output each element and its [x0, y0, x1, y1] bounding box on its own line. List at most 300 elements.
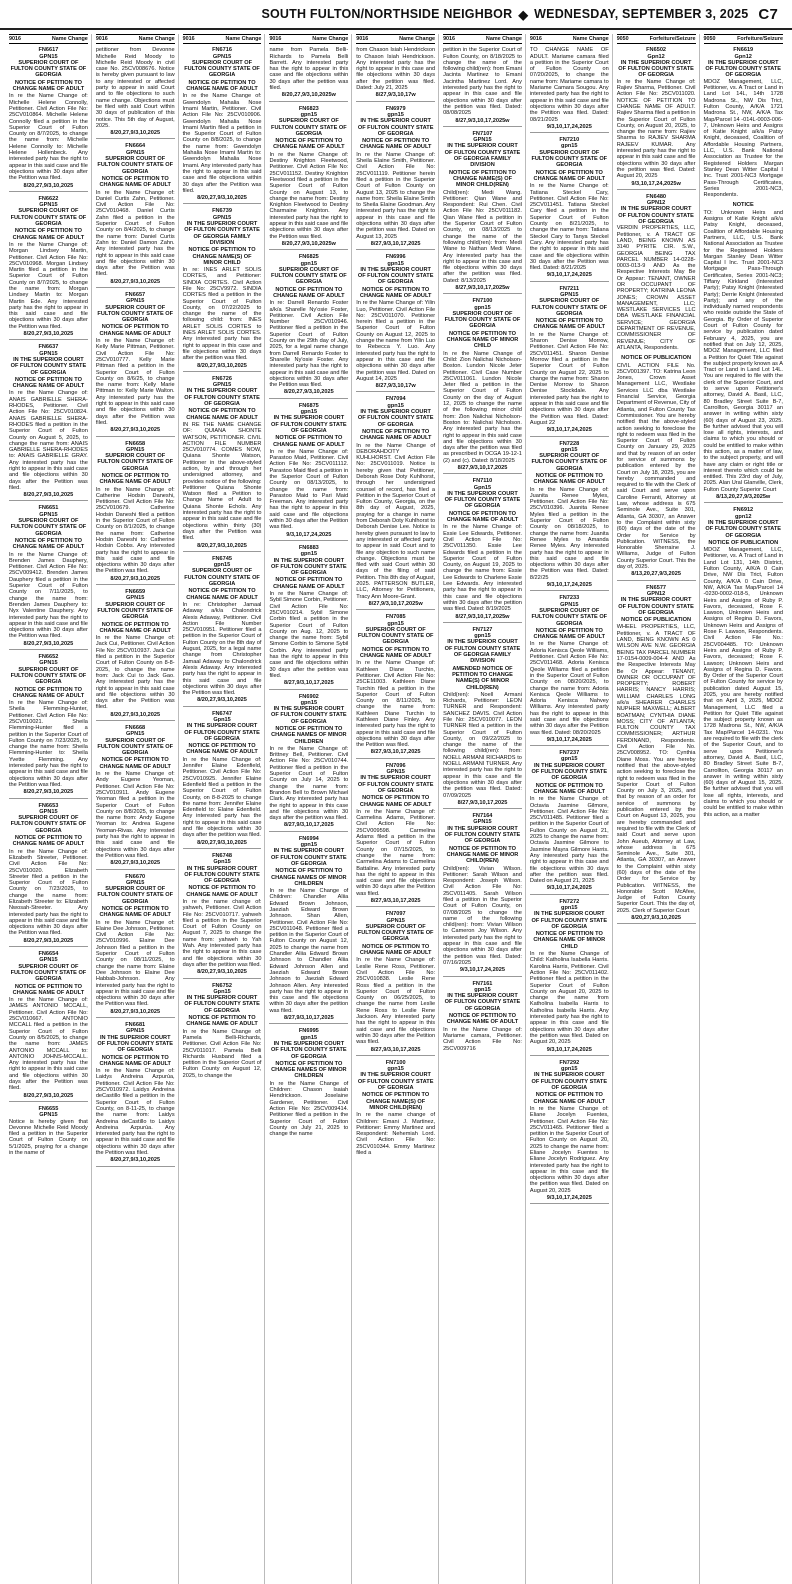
notice-body: Child(ren): Vivian Wilson. Petitioner: Sarah Wilson and Respondent: Joseph Wilson. Civil Action File No: 25CV011405. Sarah Wilson filed a petition in the Superior Court of Fulton County, on 07/08/2025 to change the name of the following child(ren): from: Vivian Wilson to Cameron Joy Wilson. Any interested party has the right to appear in this case and file objections within 30 days after the petition was filed. Dated: 07/16/2025 [443, 865, 522, 966]
column-code: 9050 [703, 36, 716, 42]
publication-dates: 8/20,27,9/3,10,2025 [96, 860, 175, 869]
publication-dates: 8/20,27,9/3,10,2025 [96, 279, 175, 288]
notice-code: Gpn15 [213, 859, 231, 866]
notice-body: WHEEL PROPERTIES, LLC, Petitioner, v. A TRACT OF LAND, BEING KNOWN AS 0 WILSON AVE N.W. GEORGIA BEING TAX PARCEL NUMBER 17-0154-0009-004-4 AND As the Respective Interests May Be Or Appear: TENANT, OWNER OR OCCUPANT OF PROPERTY; ROBERT HARRIS; NANCY HARRIS; WILLIAM CHARLES LONG a/k/a SHEARER CHARLES NUPHER MAXWELL; ALBERT BOATMAN; CYNTHIA DIANE MOSS; CITY OF ATLANTA; FULTON COUNTY TAX COMMISSIONER; ARTHUR FERDINAND, Respondents. Civil Action File No. 25CV008952. TO: Cynthia Diane Moss. You are hereby notified that the above-styled action seeking to foreclose the right to redeem was filed in the Superior Court of Fulton County on July 3, 2025, and that by reason of an order for service of summons by publication entered by the Court on August 13, 2025, you are hereby commanded and required to file with the Clerk of said Court and serve upon John Aueub, Attorney at Law, whose address is 675 Seminole Ave., Suite 301, Atlanta, GA 30307, an Answer to the Complaint within sixty (60) days of the date of the Order for Service by Publication. WITNESS, the Honorable Scott McAfee, Judge of Fulton County Superior Court. This the day of, 2025. Clerk of Superior Court [616, 624, 696, 914]
legal-notice [443, 131, 522, 294]
court-name: IN THE SUPERIOR COURT OF FULTON COUNTY STATE OF GEORGIA [271, 848, 347, 867]
publication-dates: 8/27,9/3,10,17,2025w [443, 118, 522, 127]
notice-id: FN6823 [298, 105, 319, 112]
notice-code: GPN15 [212, 382, 232, 389]
notice-code: GPN15 [126, 149, 145, 156]
notice-id: FN7210 [559, 137, 580, 144]
notice-id: FN7233 [559, 595, 580, 602]
column-category: Name Change [138, 36, 175, 42]
notice-heading: AMENDED NOTICE OF PETITION TO CHANGE NAME(S) OF MINOR CHILD(REN) [452, 665, 513, 691]
notice-body: In re the Name Change of: Morgan Lindsey Martin, Petitioner. Civil Action File No: 25CV010968. Morgan Lindsey Martin filed a petition in the Superior Court of Fulton County on 8/7/2025, to change the name from: Morgan Lindsey Martin to: Morgan Martin Ede. Any interested party has the right to appear in this said case and file objections within 30 days after the Petition was filed. [9, 241, 88, 330]
notice-body: TO: Unknown Heirs and Assigns of Katie Knight a/k/a Patsy Knight, deceased, Coalition of Affordable Housing Partners, LLC, U.S. Bank National Association as Trustee for the Registered Holders Margan Stanley Dean Witter Capital I Inc. Trust 2001-NC3 Mortgage Pass-Through Certificates, Series 2001-NC3; Tiffany Kirkland (Interested Party); Patsy Knight (Interested Party); Derrie Knight (Interested Party); and any of the individually named respondents who reside outside the State of Georgia. By Order of Superior Court of Fulton County for service by publication dated February 4, 2025, you are notified that on July 12, 2025, MDOZ Management, LLC filed a Petition for Quiet Title against the subject property known as A Tract or Land in Land Lot 14L. You are required to file with the clerk of the Superior Court, and to serve upon Petitioner's attorney, David A. Basil, LLC, 80 Bradley Street Suite B-7, Carrollton, Georgia 30117 an answer in writing within sixty (60) days of August 23, 2025. Be further advised that you will lose all rights, interests, and claims to which you should or could be entitled to make within this action, as a matter of law, to the subject property, and will have any claim or right title or interest thereto which could be entitled. This 23rd day of July, 2025. Alan Ural Glanville, Clerk, Fulton County Superior Court [703, 209, 783, 493]
court-name: IN THE SUPERIOR COURT OF FULTON COUNTY STATE OF GEORGIA [271, 706, 347, 725]
publication-dates: 8/27,9/3,10,17,2025 [269, 1015, 348, 1024]
legal-notice [530, 1060, 609, 1205]
court-name: SUPERIOR COURT OF FULTON COUNTY STATE OF GEORGIA [531, 607, 608, 627]
notice-body: In re the Name Change of: Sharon Denise Morrow, Petitioner. Civil Action File No: 25CV011451. Sharon Denise Morrow filed a petition in the Superior Court of Fulton County on August 22, 2025 to change the name from: Sharon Denise Morrow to Sharon Denise Stockdale. Any interested party has the right to appear in this said case and file objections within 30 days after the Petition was filed. Dated: August 22 [529, 331, 609, 426]
legal-notice [269, 254, 348, 399]
notice-code: gpn15 [561, 905, 578, 911]
legal-notice [96, 874, 175, 1019]
notice-code: gpn12 [734, 513, 752, 520]
notice-heading: NOTICE [732, 202, 754, 209]
court-name: SUPERIOR COURT OF FULTON COUNTY STATE OF GEORGIA [531, 149, 608, 169]
legal-notice [183, 711, 262, 849]
notice-code: GPN15 [560, 291, 579, 298]
classified-column [180, 34, 266, 1584]
notice-heading: NOTICE OF PETITION TO CHANGE NAME OF ADULT [359, 428, 432, 442]
notice-code: GPN15 [386, 769, 405, 776]
notice-heading: NOTICE OF PETITION TO CHANGE NAME OF ADULT [12, 686, 85, 699]
legal-notice [617, 47, 696, 190]
notice-body: In re the Name Change of Child: Zion Nalichai Nicholson-Boston. Lundon Nicole Jeter Petitioner. Civil Case Number 25CV011061. Lundon Nicole Jeter filed a petition in the Superior Court of Fulton County on the day of August 12, 2025 to change the name of the following minor child from: Zion Nalichai Nicholson-Boston to: Nalichai Nicholson. Any interested party has the right to appear in this said case and file objections within 30 days after the petition was filed as prescribed in OCGA 19-12-1 (2) and (c). Dated: 8/18/2025 [443, 350, 522, 464]
court-name: SUPERIOR COURT OF FULTON COUNTY STATE OF GEORGIA [10, 208, 87, 228]
notice-code: Gpn15 [213, 988, 231, 995]
notice-body: petition in the Superior Court of Fulton County, on 8/18/2025 to change the name of the following child(ren): from Emani Jacinta Martinez to Emani Jacintha Martinez Lord. Any interested party has the right to appear in this case and file objections within 30 days after the petition was filed. Dated: 08/08/2025 [443, 47, 522, 117]
notice-body: TO CHANGE NAME OF ADULT. Mariame camara filed a petition in the Superior Court of Fulton County on 07/20/2025, to change the name from: Mariame camara to Mariame Camara Sougou. Any interested party has the right to appear in this said case and file objections within 30 days after the Petition was filed. Dated: 08/21/2025 [529, 47, 609, 123]
notice-id: FN6670 [125, 873, 146, 880]
notice-body: In re the Name Change of: Destiny Knighton Fleetwood, Petitioner. Civil Action File No: 25CV011152. Destiny Knighton Fleetwood filed a petition in the Superior Court of Fulton County on August 13, to change the name from: Destiny Knighton Fleetwood to Destiny Charmaine Knighton. Any interested party has the right to appear in this said case and file objections within 30 days after the Petition was filed. [269, 151, 349, 240]
legal-notice [443, 298, 522, 474]
publication-dates: 9/3,10,17,24,2025 [530, 582, 609, 591]
publication-dates: 8/27,9/3,10,17,2025w [443, 285, 522, 294]
classified-column [440, 34, 526, 1584]
court-name: SUPERIOR COURT OF FULTON COUNTY STATE OF GEORGIA [10, 963, 87, 983]
legal-notice [96, 292, 175, 437]
publication-dates: 9/3,10,17,24,2025 [530, 1047, 609, 1056]
court-name: SUPERIOR COURT OF FULTON COUNTY STATE OF GEORGIA [97, 737, 174, 757]
notice-id: FN6996 [385, 254, 406, 261]
column-category: Forfeiture/Seizure [737, 36, 783, 42]
notice-heading: NOTICE OF PETITION TO CHANGE NAME OF ADULT [533, 782, 606, 795]
notice-id: FN6747 [212, 710, 232, 717]
notice-code: GPN15 [39, 53, 58, 60]
diamond-separator-icon: ◆ [518, 7, 529, 22]
publication-dates: 8/20,27,9/3,10,2025 [183, 543, 262, 552]
publication-dates: 8/20,27,9/3,10,2025 [183, 363, 262, 372]
publication-dates: 8/13,20,27,9/3,2025 [617, 571, 696, 580]
notice-heading: NOTICE OF PETITION TO CHANGE NAMES OF MINOR CHILDREN [271, 1060, 347, 1080]
legal-notice [356, 763, 435, 908]
legal-notice [704, 202, 783, 503]
notice-id: FN6883 [298, 544, 319, 551]
notice-id: FN7211 [559, 285, 580, 292]
notice-heading: NOTICE OF PETITION TO CHANGE NAME OF MINOR CHILD [533, 931, 606, 950]
court-name: SUPERIOR COURT OF FULTON COUNTY STATE OF GEORGIA [10, 59, 87, 79]
legal-notice [356, 254, 435, 392]
notice-id: FN6658 [125, 440, 146, 447]
notice-body: CIVIL ACTION FILE No. 25CV001397. TO: Katrina Leon Jones, Crown Asset Management LLC, Westlake Services LLC dba Westlake Financial Service, Georgia Department of Revenue, City of Atlanta, and Fulton County Tax Commissioner. You are hereby notified that the above-styled action seeking to foreclose the right to redeem was filed in the Superior Court of Fulton County on January 29, 2025 and that by reason of an order for service of summons by publication entered by the Court on July 18, 2025, you are hereby commanded and required to file with the Clerk of said Court and serve upon Caroline Ferranti, Attorney at Law, whose address is 675 Seminole Ave., Suite 301, Atlanta, GA 30307, an Answer to the Complaint within sixty (60) days of the date of the Order for Service by Publication. WITNESS, the Honorable Sherraine J. Williams, Judge of Fulton County Superior Court. This the day of, 2025. [616, 362, 696, 571]
publication-dates: 9/3,10,17,24,2025w [617, 181, 696, 190]
notice-heading: NOTICE OF PETITION TO CHANGE NAME OF ADULT [186, 588, 258, 601]
classified-column [614, 34, 700, 1584]
classified-column [266, 34, 352, 1584]
legal-notice [356, 47, 435, 101]
notice-heading: NOTICE OF PETITION TO CHANGE NAME OF ADULT [99, 757, 171, 770]
notice-heading: NOTICE OF PETITION TO CHANGE NAME OF ADULT [186, 408, 258, 421]
notice-id: FN7085 [385, 614, 406, 621]
notice-heading: NOTICE OF PETITION TO CHANGE NAMES OF MINOR CHILDREN [271, 868, 347, 887]
notice-id: FN6748 [212, 852, 232, 859]
notice-body: In re the Name Change of: Brenden James Dauphery, Petitioner. Civil Action File No: 25CV009412. Brenden James Dauphery filed a petition in the Superior Court of Fulton County on 7/11/2025, to change the name from: Brenden James Dauphery to: Nyx Valentine Dauphery. Any interested party has the right to appear in this said case and file objections within 30 days after the Petition was filed. [9, 551, 88, 640]
legal-notice [9, 654, 88, 799]
notice-id: FN7096 [385, 762, 406, 769]
column-header [269, 34, 348, 44]
legal-notice [96, 47, 175, 139]
publication-dates: 8/20,27,9/3,10,2025 [269, 389, 348, 398]
notice-heading: NOTICE OF PETITION TO CHANGE NAME OF MINOR CHILD [446, 330, 519, 350]
notice-body: In re the Name Change of: Daniel Curtis Zahn, Petitioner. Civil Action File No: 25CV010468. Daniel Curtis Zahn filed a petition in the Superior Court of Fulton County on 8/4/2025, to change the name from: Daniel Curtis Zahn to: Daniel Damon Zahn. Any interested party has the right to appear in this said case and file objections within 30 days after the Petition was filed. [95, 189, 175, 278]
notice-heading: NOTICE OF PETITION TO CHANGE NAME OF ADULT [99, 1054, 171, 1067]
court-name: SUPERIOR COURT OF FULTON COUNTY STATE OF GEORGIA [184, 568, 260, 588]
notice-body: VERDIN PROPERTIES, LLC, Petitioner, v. A TRACT OF LAND, BEING KNOWN AS 3140 PYRITE CIR. S.W., GEORGIA BEING TAX PARCEL NUMBER 14-0228-0003-013-9 AND As the Respective Interests May Be Or Appear: TENANT, OWNER OR OCCUPANT OF PROPERTY; KATRINA LEONA JONES; CROWN ASSET MANAGEMENT, LLC; WESTLAKE SERVICES LLC DBA WESTLAKE FINANCIAL SERVICE; GEORGIA DEPARTMENT OF REVENUE, COMMISSIONER OF REVENUE; CITY OF ATLANTA, Respondents. [616, 225, 696, 351]
notice-id: FN6651 [38, 505, 59, 512]
notice-heading: NOTICE OF PETITION TO CHANGE NAME OF ADULT [273, 138, 345, 151]
notice-heading: NOTICE OF PUBLICATION [621, 355, 691, 362]
court-name: IN THE SUPERIOR COURT OF FULTON COUNTY STATE OF GEORGIA [271, 557, 347, 577]
notice-id: FN6994 [298, 835, 319, 842]
court-name: IN THE SUPERIOR COURT OF FULTON COUNTY STATE OF GEORGIA [271, 415, 347, 434]
column-header [356, 34, 435, 44]
legal-notice [617, 194, 696, 351]
publication-dates: 8/20,27,9/3,10,2025 [9, 789, 88, 798]
notice-body: In re the name change of Children: Emani J. Martinez, Petitioner: Emmy Martinez and Respondent: Nehemiah Lord. Civil Action File No: 25CV010344. Emmy Martinez filed a [356, 1112, 436, 1156]
publication-dates: 9/3,10,17,24,2025 [530, 737, 609, 746]
notice-heading: NOTICE OF PETITION TO CHANGE NAME OF ADULT [359, 138, 432, 151]
notice-body: In re the Name Change of: Michelle Helene Connolly, Petitioner. Civil Action File No: 25CV010864. Michelle Helene Connolly filed a petition in the Superior Court of Fulton County on 8/7/2025, to change the name from: Michelle Helene Connolly to: Michelle Helene Hollenbeck. Any interested party has the right to appear in this said case and file objections within 30 days after the Petition was filed. [9, 93, 88, 182]
notice-id: FN6617 [38, 47, 59, 54]
notice-heading: NOTICE OF PETITION TO CHANGE NAME OF ADULT [273, 286, 345, 299]
notice-id: FN7292 [559, 1059, 580, 1066]
legal-notice [530, 441, 609, 592]
publication-title: SOUTH FULTON/NORTHSIDE NEIGHBOR [261, 7, 513, 21]
notice-code: GPN15 [39, 957, 58, 964]
legal-notice [9, 505, 88, 650]
publication-dates: 8/20,27,9/3,10,2025 [183, 697, 262, 706]
notice-id: FN7097 [385, 911, 406, 918]
classified-column [701, 34, 786, 1584]
legal-notice [183, 208, 262, 371]
legal-notice [183, 853, 262, 979]
notice-code: GPN15 [39, 511, 58, 518]
notice-body: In re the Name Change of: Parastoo Maid, Petitioner. Civil Action File No: 25CV011112. Parastoo Maid filed a petition in the Superior Court of Fulton County on 08/13/2025, to change the name from: Parastoo Maid to Pari Maid Freeman. Any interested party has the right to appear in this said case and file objections within 30 days after the Petition was filed. [269, 448, 349, 531]
notice-code: GPN15 [473, 137, 492, 144]
notice-code: gpn15 [561, 756, 578, 763]
court-name: IN THE SUPERIOR COURT OF FULTON COUNTY STATE OF GEORGIA [618, 59, 694, 79]
notice-body: In re the Name Change of: Sheila Flemming-Hunter, Petitioner. Civil Action File No: 25CV010021. Sheila Flemming-Hunter filed a petition in the Superior Court of Fulton County on 7/23/2025, to change the name from: Sheila Flemming-Hunter to: Sheila Yvette Flemming. Any interested party has the right to appear in this said case and file objections within 30 days after the Petition was filed. [9, 700, 88, 788]
masthead [0, 0, 792, 30]
legal-notice [443, 47, 522, 127]
notice-heading: NOTICE OF PETITION TO CHANGE NAME(S) OF MINOR CHILD(REN) [362, 1092, 430, 1111]
legal-notice [530, 137, 609, 282]
legal-notice [356, 614, 435, 759]
court-name: SUPERIOR COURT OF FULTON COUNTY STATE OF GEORGIA [97, 453, 174, 472]
classified-columns [0, 30, 792, 1580]
notice-id: FN7107 [472, 130, 493, 137]
notice-body: In re the Name Change of: Essie Lee Edwards, Petitioner. Civil Action File No: 25CV011350. Essie Lee Edwards filed a petition in the Superior Court of Fulton County, on August 19, 2025 to change the name from: Essie Lee Edwards to Charlene Essie Lee Edwards. Any interested party has the right to appear in this case and file objections within 30 days after the petition was filed. Dated: 8/19/2025 [443, 524, 522, 613]
publication-dates: 8/27,9/3,10,17,2025 [356, 241, 435, 250]
notice-code: gpn15 [387, 1066, 404, 1073]
publication-date: WEDNESDAY, SEPTEMBER 3, 2025 [534, 7, 749, 21]
notice-body: In re the Name Change of: Catherine Hodsin Daneshi, Petitioner. Civil Action File No: 25CV010679. Catherine Hodsin Daneshi filed a petition in the Superior Court of Fulton County on 8/1/2025, to change the name from: Catherine Hodsin Daneshi to: Catherine Hodsin Cobbs. Any interested party has the right to appear in this said case and file objections within 30 days after the Petition was filed. [95, 486, 175, 575]
notice-code: GPN15 [126, 879, 145, 886]
notice-body: In re the Name Change of: Rajiev Sharma, Petitioner. Civil Action File No: 25CV011020. NOTICE OF PETITION TO CHANGE NAME OF ADULT. Rajiev Sharma filed a petition in the Superior Court of Fulton County, on August 20, 2025, to change the name from: Rajiev Sharma to RAJIEV SHARMA RAJEEV KUMAR. Any interested party has the right to appear in this said case and file objections within 30 days after the petition was filed. Dated: August 20, 2025 [616, 78, 696, 180]
column-code: 9016 [356, 36, 369, 42]
notice-heading: NOTICE OF PETITION TO CHANGE NAME OF ADULT [359, 646, 432, 660]
notice-body: In re: INES ARLET SOLIS CORTES, and Petitioner: SINDIA CORTES. Civil Action File No: 25CV9972. SINDIA CORTES filed a petition in the Superior Court of Fulton County, on 07/22/2025 to change the name of the following child: from: INES ARLET SOLIS CORTES to INES ARLET SOLIS CORTES. Any interested party has the right to appear in this case and file objections within 30 days after the petition was filed. [182, 267, 262, 362]
notice-heading: NOTICE OF PETITION TO CHANGE NAME OF ADULT [533, 169, 606, 182]
notice-code: gpn15 [300, 1034, 318, 1041]
notice-heading: NOTICE OF PETITION TO CHANGE NAME(S) OF MINOR CHILD [188, 247, 256, 266]
legal-notice [96, 143, 175, 288]
notice-id: FN6995 [298, 1028, 319, 1035]
publication-dates: 8/27,9/3,10,17,2025 [443, 465, 522, 474]
publication-dates: 8/27,9/3,10,17w [356, 383, 435, 392]
notice-body: In re the Name Change of: Adoria Kenisca Qeole Williams, Petitioner. Civil Action File No: 25CV011468. Adoria Kenisca Qeole Williams filed a petition in the Superior Court of Fulton County on 08/20/2025, to change the name from: Adoria Kenisca Qeole Williams to Adoria Kenisca Nahvey Williams. Any interested party has the right to appear in this said case and file objections within 30 days after the Petition was filed. Dated: 08/20/2025 [529, 641, 609, 736]
notice-body: In re the Name Change of: Tatiana Steckel Cary, Petitioner. Civil Action File No: 25CV011451. Tatiana Steckel Cary filed a petition in the Superior Court of Fulton County on 8/21/2025, to change the name from: Tatiana Steckel Cary to Tanya Steckel Cary. Any interested party has the right to appear in this said case and file objections within 30 days after the Petition was filed. Dated: 8/21/2025 [529, 183, 609, 272]
publication-dates: 8/27,9/3,10,17,2025 [269, 822, 348, 831]
notice-id: FN6659 [125, 589, 146, 596]
column-header [530, 34, 609, 44]
notice-body: In re: Darrell Renardo Foster a/k/a Sharelle Ny'osie Foster, Petitioner. Civil Action File Number 25CV010946. Petitioner filed a petition in the Superior Court of Fulton County on the 29th day of July, 2025, for a legal name change from Darrell Renardo Foster to Sharelle Ny'osie Foster. Any interested party has the right to appear in this said case and file objections within 30 days after the Petition was filed. [269, 300, 349, 389]
notice-heading: NOTICE OF PETITION TO CHANGE NAME OF ADULT [12, 79, 85, 93]
court-name: IN THE SUPERIOR COURT OF FULTON COUNTY STATE OF GEORGIA [444, 490, 521, 510]
notice-code: gpn15 [561, 143, 578, 150]
notice-id: FN7100 [385, 1059, 406, 1066]
court-name: IN THE SUPERIOR COURT OF FULTON COUNTY STATE OF GEORGIA [184, 865, 260, 885]
column-category: Name Change [399, 36, 436, 42]
legal-notice [356, 396, 435, 610]
notice-heading: NOTICE OF PETITION TO CHANGE NAME OF ADULT [99, 473, 171, 486]
notice-id: FN6668 [125, 724, 146, 731]
notice-code: Gpn15 [213, 716, 231, 723]
legal-notice [443, 478, 522, 623]
notice-heading: NOTICE OF PETITION TO CHANGE NAME OF ADULT [533, 1092, 606, 1105]
court-name: IN THE SUPERIOR COURT OF FULTON COUNTY STATE OF GEORGIA [705, 59, 782, 79]
court-name: SUPERIOR COURT OF FULTON COUNTY STATE OF GEORGIA [97, 601, 174, 621]
notice-id: FN6653 [38, 802, 59, 809]
publication-dates: 8/20,27,9/3,10,2025 [183, 840, 262, 849]
court-name: IN THE SUPERIOR COURT OF FULTON COUNTY STATE OF GEORGIA [531, 911, 608, 930]
notice-body: In re the Name Change of: Jennifer Elaine Edenfield, Petitioner. Civil Action File No: 25CV010925. Jennifer Elaine Edenfield filed a petition in the Superior Court of Fulton County, on 8-8-2025 to change the name from: Jennifer Elaine Edenfield to: Elaine Edenfield. Any interested party has the right to appear in this said case and file objections within 30 days after the petition was filed. [182, 756, 262, 839]
notice-id: FN6875 [298, 402, 319, 409]
notice-body: Child(ren): Noell Armani Richards, Petitioner: LEON TURNER and Respondent: SANCHEZ DAVIS. Civil Action File No: 25CV010077. LEON TURNER filed a petition in the Superior Court of Fulton County, on 09/22/2025 to change the name of the following child(ren): from: NOELL ARMANI RICHARDS to NOELL ARMANI TURNER. Any interested party has the right to appear in this case and file objections within 30 days after the petition was filed. Dated: 07/09/2025 [443, 691, 522, 799]
publication-dates: 8/20,27,9/3,10,2025 [183, 195, 262, 204]
notice-body: In re the Name Change of: Sheila Elaine Smith, Petitioner. Civil Action File No: 25CV011119. Petitioner herein filed a petition in the Superior Court of Fulton County on August 13, 2025 to change the name from: Sheila Elaine Smith to Sheila Elaine Goodman. Any interested party has the right to appear in this case and file objections within 30 days after the petition was filed. Dated on August 13, 2025 [356, 151, 436, 240]
notice-body: In re the Name Change of: Jack Cui, Petitioner. Civil Action File No: 25CV010937. Jack Cui filed a petition in the Superior Court of Fulton County on 8-8-2025, to change the name from: Jack Cui to Jack Gao. Any interested party has the right to appear in this said case and file objections within 30 days after the Petition was filed. [95, 635, 175, 711]
notice-heading: NOTICE OF PETITION TO CHANGE NAME OF ADULT [533, 318, 606, 331]
notice-code: GPN12 [646, 590, 666, 597]
notice-body: In re the Name Change of: Andy Eugene Yeoman, Petitioner. Civil Action File No: 25CV010911. Andy Eugene Yeoman filed a petition in the Superior Court of Fulton County on 8/8/2025, to change the name from: Andy Eugene Yeoman to: Andrea Eugene Yeoman-Rivas. Any interested party has the right to appear in this said case and file objections within 30 days after the Petition was filed. [95, 771, 175, 859]
page-number: C7 [758, 5, 778, 23]
court-name: IN THE SUPERIOR COURT OF FULTON COUNTY STATE OF GEORGIA [357, 1072, 434, 1092]
legal-notice [96, 589, 175, 721]
notice-code: GPN15 [39, 350, 58, 357]
publication-dates: 8/27,9/3,10,17,2025w [356, 601, 435, 610]
notice-id: FN6664 [125, 143, 146, 150]
legal-notice [617, 585, 696, 925]
publication-dates: 9/3,10,17,24,2025 [530, 885, 609, 894]
classified-column [6, 34, 92, 1584]
notice-id: FN7161 [472, 980, 493, 987]
notice-code: GPN15 [126, 731, 145, 738]
column-header [704, 34, 783, 44]
notice-code: gpn15 [474, 304, 491, 311]
legal-notice [356, 1060, 435, 1156]
column-category: Name Change [572, 36, 609, 42]
publication-dates: 8/20,27,9/3,10,2025 [96, 1009, 175, 1018]
publication-dates: 8/20,27,9/3,10,2025w [269, 241, 348, 250]
court-name: SUPERIOR COURT OF FULTON COUNTY STATE OF GEORGIA [184, 59, 260, 79]
notice-id: FN6902 [298, 693, 319, 700]
court-name: IN THE SUPERIOR COURT OF FULTON COUNTY STATE OF GEORGIA [184, 388, 260, 408]
notice-body: In re the Name Change of: JAMES ANTONIO MCCALL, Petitioner. Civil Action File No: 25CV010667. ANTONIO MCCALL filed a petition in the Superior Court of Fulton County on 8/5/2025, to change the name from: JAMES ANTONIO MCCALL to: ANTONIO JOHNS-MCCALL. Any interested party has the right to appear in this said case and file objections within 30 days after the Petition was filed. [9, 997, 88, 1092]
notice-body: petitioner from Devonne Michelle Reid Moody to Michelle Reid Moody in civil case No. 25CV008676. Notice is hereby given pursuant to law to any interested or affected party to appear in said Court and to file objections to such name change. Objections must be filed with said Court within 30 days of publication of this notice. This 5th day of August, 2025. [95, 47, 175, 129]
legal-notice [356, 106, 435, 251]
publication-dates: 8/20,27,9/3,10,2025 [9, 331, 88, 340]
column-header [9, 34, 88, 44]
publication-dates: 8/20,27,9/3,10,2025 [9, 492, 88, 501]
notice-body: In re the Name Change of Children: Chandler Aliia Edward Brown Johnson, Jaeziah Edward Brown Johnson. Shan Allen, Petitioner. Civil Action File No: 25CV011048. Petitioner filed a petition in the Superior Court of Fulton County on August 12, 2025 to change the name from Chandler Aliia Edward Brown Johnson to Chandler Aliia Edward Johnson Allen and Jaeziah Edward Brown Johnson to Jaeziah Edward Johnson Allen. Any interested party has the right to appear in this case and file objections within 30 days after the petition was filed. [269, 888, 349, 1014]
court-name: IN THE SUPERIOR COURT OF FULTON COUNTY STATE OF GEORGIA [97, 1034, 174, 1054]
legal-notice [269, 836, 348, 1025]
court-name: IN THE SUPERIOR COURT OF FULTON COUNTY STATE OF GEORGIA FAMILY DIVISION [444, 639, 521, 665]
notice-body: In re the Name Change of: Elizabeth Streeter, Petitioner. Civil Action File No: 25CV010020. Elizabeth Streeter filed a petition in the Superior Court of Fulton County on 7/23/2025, to change the name from: Elizabeth Streeter to: Elizabeth Nwosah-Streeter. Any interested party has the right to appear in this said case and file objections within 30 days after the Petition was filed. [9, 848, 88, 937]
publication-dates: 9/3,10,17,24,2025 [530, 124, 609, 133]
column-code: 9016 [443, 36, 456, 42]
column-category: Name Change [225, 36, 262, 42]
column-code: 9016 [9, 36, 21, 42]
column-category: Forfeiture/Seizure [649, 36, 696, 42]
notice-code: gpn15 [387, 402, 404, 409]
notice-code: GPN15 [560, 601, 579, 608]
notice-heading: NOTICE OF PETITION TO CHANGE NAME OF ADULT [12, 537, 85, 551]
court-name: IN THE SUPERIOR COURT OF FULTON COUNTY STATE OF GEORGIA [271, 1040, 347, 1060]
publication-dates: 8/20,27,9/3,10,2025 [9, 938, 88, 947]
legal-notice [9, 803, 88, 948]
notice-id: FN7100 [472, 298, 493, 305]
notice-code: GPN15 [39, 808, 58, 815]
notice-body: In re the Name Change of Children: Chason Isaiah Hendrickson. Joselaine Gardener, Petitioner. Civil Action File No: 25CV009414. Petitioner filed a petition in the Superior Court of Fulton County on July 21, 2025 to change the name [269, 1080, 349, 1138]
notice-body: In re the Name Change of: Carmelina Adams, Petitioner. Civil Action File No: 25CV009598. Carmelina Adams filed a petition in the Superior Court of Fulton County on 07/15/2025, to change the name from: Carmelina Adams to Carmelina Battaline. Any interested party has the right to appear in this said case and file objections within 30 days after the Petition was filed. [356, 808, 436, 897]
notice-heading: NOTICE OF PETITION TO CHANGE NAMES OF MINOR CHILDREN [271, 725, 347, 745]
court-name: IN THE SUPERIOR COURT OF FULTON COUNTY STATE OF GEORGIA [444, 993, 521, 1012]
notice-code: Gpn12 [734, 53, 752, 60]
notice-heading: NOTICE OF PETITION TO CHANGE NAME OF ADULT [186, 885, 258, 898]
notice-heading: NOTICE OF PETITION TO CHANGE NAME OF ADULT [99, 324, 171, 337]
notice-code: gpn15 [300, 111, 318, 118]
notice-heading: NOTICE OF PETITION TO CHANGE NAME OF ADULT [446, 1013, 519, 1026]
publication-dates: 8/20,27,9/3,10,2025 [96, 576, 175, 585]
legal-notice [9, 344, 88, 501]
notice-body: In re the Name Change of: Leslie Rene Ross, Petitioner. Civil Action File No: 25CV010838. Leslie Rene Ross filed a petition in the Superior Court of Fulton County on 06/25/2025, to change the name from Leslie Rene Ross to Leslie Rene Jackson. Any interested party has the right to appear in this said case and file objections within 30 days after the Petition was filed. [356, 957, 436, 1046]
court-name: IN THE SUPERIOR COURT OF FULTON COUNTY STATE OF GEORGIA [618, 206, 694, 226]
notice-heading: NOTICE OF PETITION TO CHANGE NAME OF ADULT [273, 577, 345, 590]
notice-code: GPN15 [39, 660, 58, 667]
legal-notice [9, 47, 88, 192]
publication-dates: 9/3,10,17,24,2025 [443, 967, 522, 976]
legal-notice [356, 911, 435, 1056]
notice-heading: NOTICE OF PETITION TO CHANGE NAME OF ADULT [273, 435, 345, 448]
notice-body: In re the Name Change of: Gwendolyn Mahalia Nose Imami Martin, Petitioner. Civil Action File No: 25CV010906. Gwendolyn Mahalia Nose Imami Martin filed a petition in the Superior Court of Fulton County on 8/8/2025, to change the name from: Gwendolyn Mahalia Nose Imami Martin to: Gwendolyn Mahalia Nose Imami. Any interested party has the right to appear in this said case and file objections within 30 days after the Petition was filed. [182, 93, 262, 194]
legal-notice [96, 725, 175, 870]
notice-code: gpn15 [561, 446, 578, 453]
court-name: SUPERIOR COURT OF FULTON COUNTY STATE OF GEORGIA [531, 298, 608, 317]
court-name: IN THE SUPERIOR COURT OF FULTON COUNTY STATE OF GEORGIA [184, 723, 260, 742]
notice-code: GPN15 [386, 917, 405, 924]
notice-id: FN6502 [646, 47, 667, 54]
notice-id: FN6745 [212, 555, 232, 562]
court-name: IN THE SUPERIOR COURT OF FULTON COUNTY STATE OF GEORGIA [357, 118, 434, 137]
notice-body: In re the Name Change of: Elaine Dee Johnson, Petitioner. Civil Action File No: 25CV010996. Elaine Dee Johnson filed a petition in the Superior Court of Fulton County on 08/11/2025, to change the name from: Elaine Dee Johnson to Elaine Dee Habbab-Johnson. Any interested party has the right to appear in this said case and file objections within 30 days after the Petition was filed. [95, 919, 175, 1008]
notice-id: FN6577 [646, 584, 667, 591]
column-header [617, 34, 696, 44]
court-name: SUPERIOR COURT OF FULTON COUNTY STATE OF GEORGIA [97, 304, 174, 324]
legal-notice [617, 355, 696, 580]
publication-dates: 8/20,27,9/3,10,2025 [617, 915, 696, 924]
legal-notice [530, 595, 609, 746]
notice-body: In re the Name Change of: Kelly Marie Pittman, Petitioner. Civil Action File No: 25CV010777. Kelly Marie Pittman filed a petition in the Superior Court of Fulton County on 8/6/25, to change the name from: Kelly Marie Pittman to: Kelly Marie Walton. Any interested party has the right to appear in this said case and file objections within 30 days after the Petition was filed. [95, 338, 175, 426]
legal-notice [269, 1028, 348, 1137]
notice-id: FN6655 [38, 1105, 59, 1112]
publication-dates: 8/20,27,9/3,10,2025 [96, 130, 175, 139]
legal-notice [9, 196, 88, 341]
notice-heading: NOTICE OF PETITION TO CHANGE NAME OF ADULT [99, 621, 171, 634]
notice-id: FN7127 [472, 626, 493, 633]
court-name: IN THE SUPERIOR COURT OF FULTON COUNTY STATE OF GEORGIA [357, 266, 434, 286]
court-name: IN THE SUPERIOR COURT OF FULTON COUNTY STATE OF GEORGIA [531, 1072, 608, 1092]
legal-notice [183, 556, 262, 707]
notice-id: FN6654 [38, 951, 59, 958]
notice-id: FN6657 [125, 291, 146, 298]
publication-dates: 9/3,10,17,24,2025 [530, 272, 609, 281]
notice-id: FN6739 [212, 208, 232, 215]
legal-notice [530, 750, 609, 895]
legal-notice [269, 47, 348, 101]
notice-body: In re the Name Change of: Mariame camara, Petitioner. Civil Action File No: 25CV009716 [443, 1026, 522, 1052]
notice-body: In re the name change of: yahweh, Petitioner. Civil Action File No: 25CV010717. yahweh filed a petition in the Superior Court of Fulton County on August 7, 2025 to change the name from: yahweh to Yah Wah. Any interested party has the right to appear in this case and file objections within 30 days after the petition was filed. [182, 899, 262, 968]
notice-code: gpn15 [474, 986, 491, 993]
publication-dates: 8/27,9/3,10,17,2025w [443, 614, 522, 623]
legal-notice [269, 106, 348, 251]
court-name: SUPERIOR COURT OF FULTON COUNTY STATE OF GEORGIA [10, 666, 87, 686]
notice-heading: NOTICE OF PUBLICATION [621, 617, 691, 624]
court-name: SUPERIOR COURT OF FULTON COUNTY STATE OF GEORGIA [271, 266, 347, 286]
notice-body: In re the Name Change of DEBORAHDOTY KUHLHORST. Civil Action File No: 25CV011019. Notice is hereby given that Petitioner, Deborah Rose Doty Kuhlhorst, through her undersigned counsel of record, has filed a Petition in the Superior Court of Fulton County, Georgia, on the 8th day of August, 2025, praying for a change in name from Deborah Doty Kuhlhorst to Deborah Denise Lee. Notice is hereby given pursuant to law to any interested or affected party to appear in said Court and to file any objection to such name change. Objections must be filed with said Court within 30 days of the filing of said Petition. This 8th day of August, 2025. PATTERSON BUTLER, LLC, Attorney for Petitioners, Tracy Ann Moore-Grant. [356, 442, 436, 600]
court-name: IN THE SUPERIOR COURT OF FULTON COUNTY STATE OF GEORGIA [705, 519, 782, 539]
column-category: Name Change [51, 36, 88, 42]
notice-code: gpn15 [300, 699, 318, 706]
legal-notice [443, 981, 522, 1052]
notice-body: In re the Name Change of: ANAIS GABRIELLE SHERA-RHODES, Petitioner. Civil Action File No: 25CV010824. ANAIS GABRIELLE SHERA-RHODES filed a petition in the Superior Court of Fulton County on August 5, 2025, to change the name from: ANAIS GABRIELLE SHERA-RHODES to: ANAIS GABRIELLE GRAY. Any interested party has the right to appear in this said case and file objections within 30 days after the Petition was filed. [9, 390, 88, 491]
notice-heading: NOTICE OF PETITION TO CHANGE NAME OF ADULT [533, 473, 606, 486]
notice-heading: NOTICE OF PUBLICATION [708, 539, 779, 546]
court-name: SUPERIOR COURT OF FULTON COUNTY STATE OF GEORGIA [271, 118, 347, 137]
notice-body: name from Pamela Belli-Richards to Pamela Belli Barrett. Any interested party has the right to appear in this case and file objections within 30 days after the petition was filed. [269, 47, 349, 92]
legal-notice [96, 441, 175, 586]
notice-heading: NOTICE OF PETITION TO CHANGE NAME OF ADULT [533, 627, 606, 641]
notice-heading: NOTICE OF PETITION TO CHANGE NAME OF ADULT [99, 906, 171, 919]
publication-dates: 8/27,9/3,10,17,2025 [356, 1047, 435, 1056]
notice-body: MDOZ Management, LLC, Petitioner, vs. A Tract or Land in Land Lot 14L, 14th 1728 Madrona St., NW Dis Trict, Fulton County, A/K/A 1721 Madrona St., NW, A/K/A Tax Map/Parcel 14 -014L-0003-006-7, Unknown Heirs and Assigns of Katie Knight a/k/a Patsy Knight, deceased, Coalition of Affordable Housing Partners, LLC, U.S. Bank National Association as Trustee for the Registered Holders Margan Stanley Dean Witter Capital I Inc. Trust 2001-NC3 Mortgage Pass-Through Certificates, Series 2001-NC3, Respondents. [703, 78, 783, 199]
classified-column [93, 34, 179, 1584]
notice-code: gpn15 [387, 620, 404, 627]
classified-column [527, 34, 613, 1584]
